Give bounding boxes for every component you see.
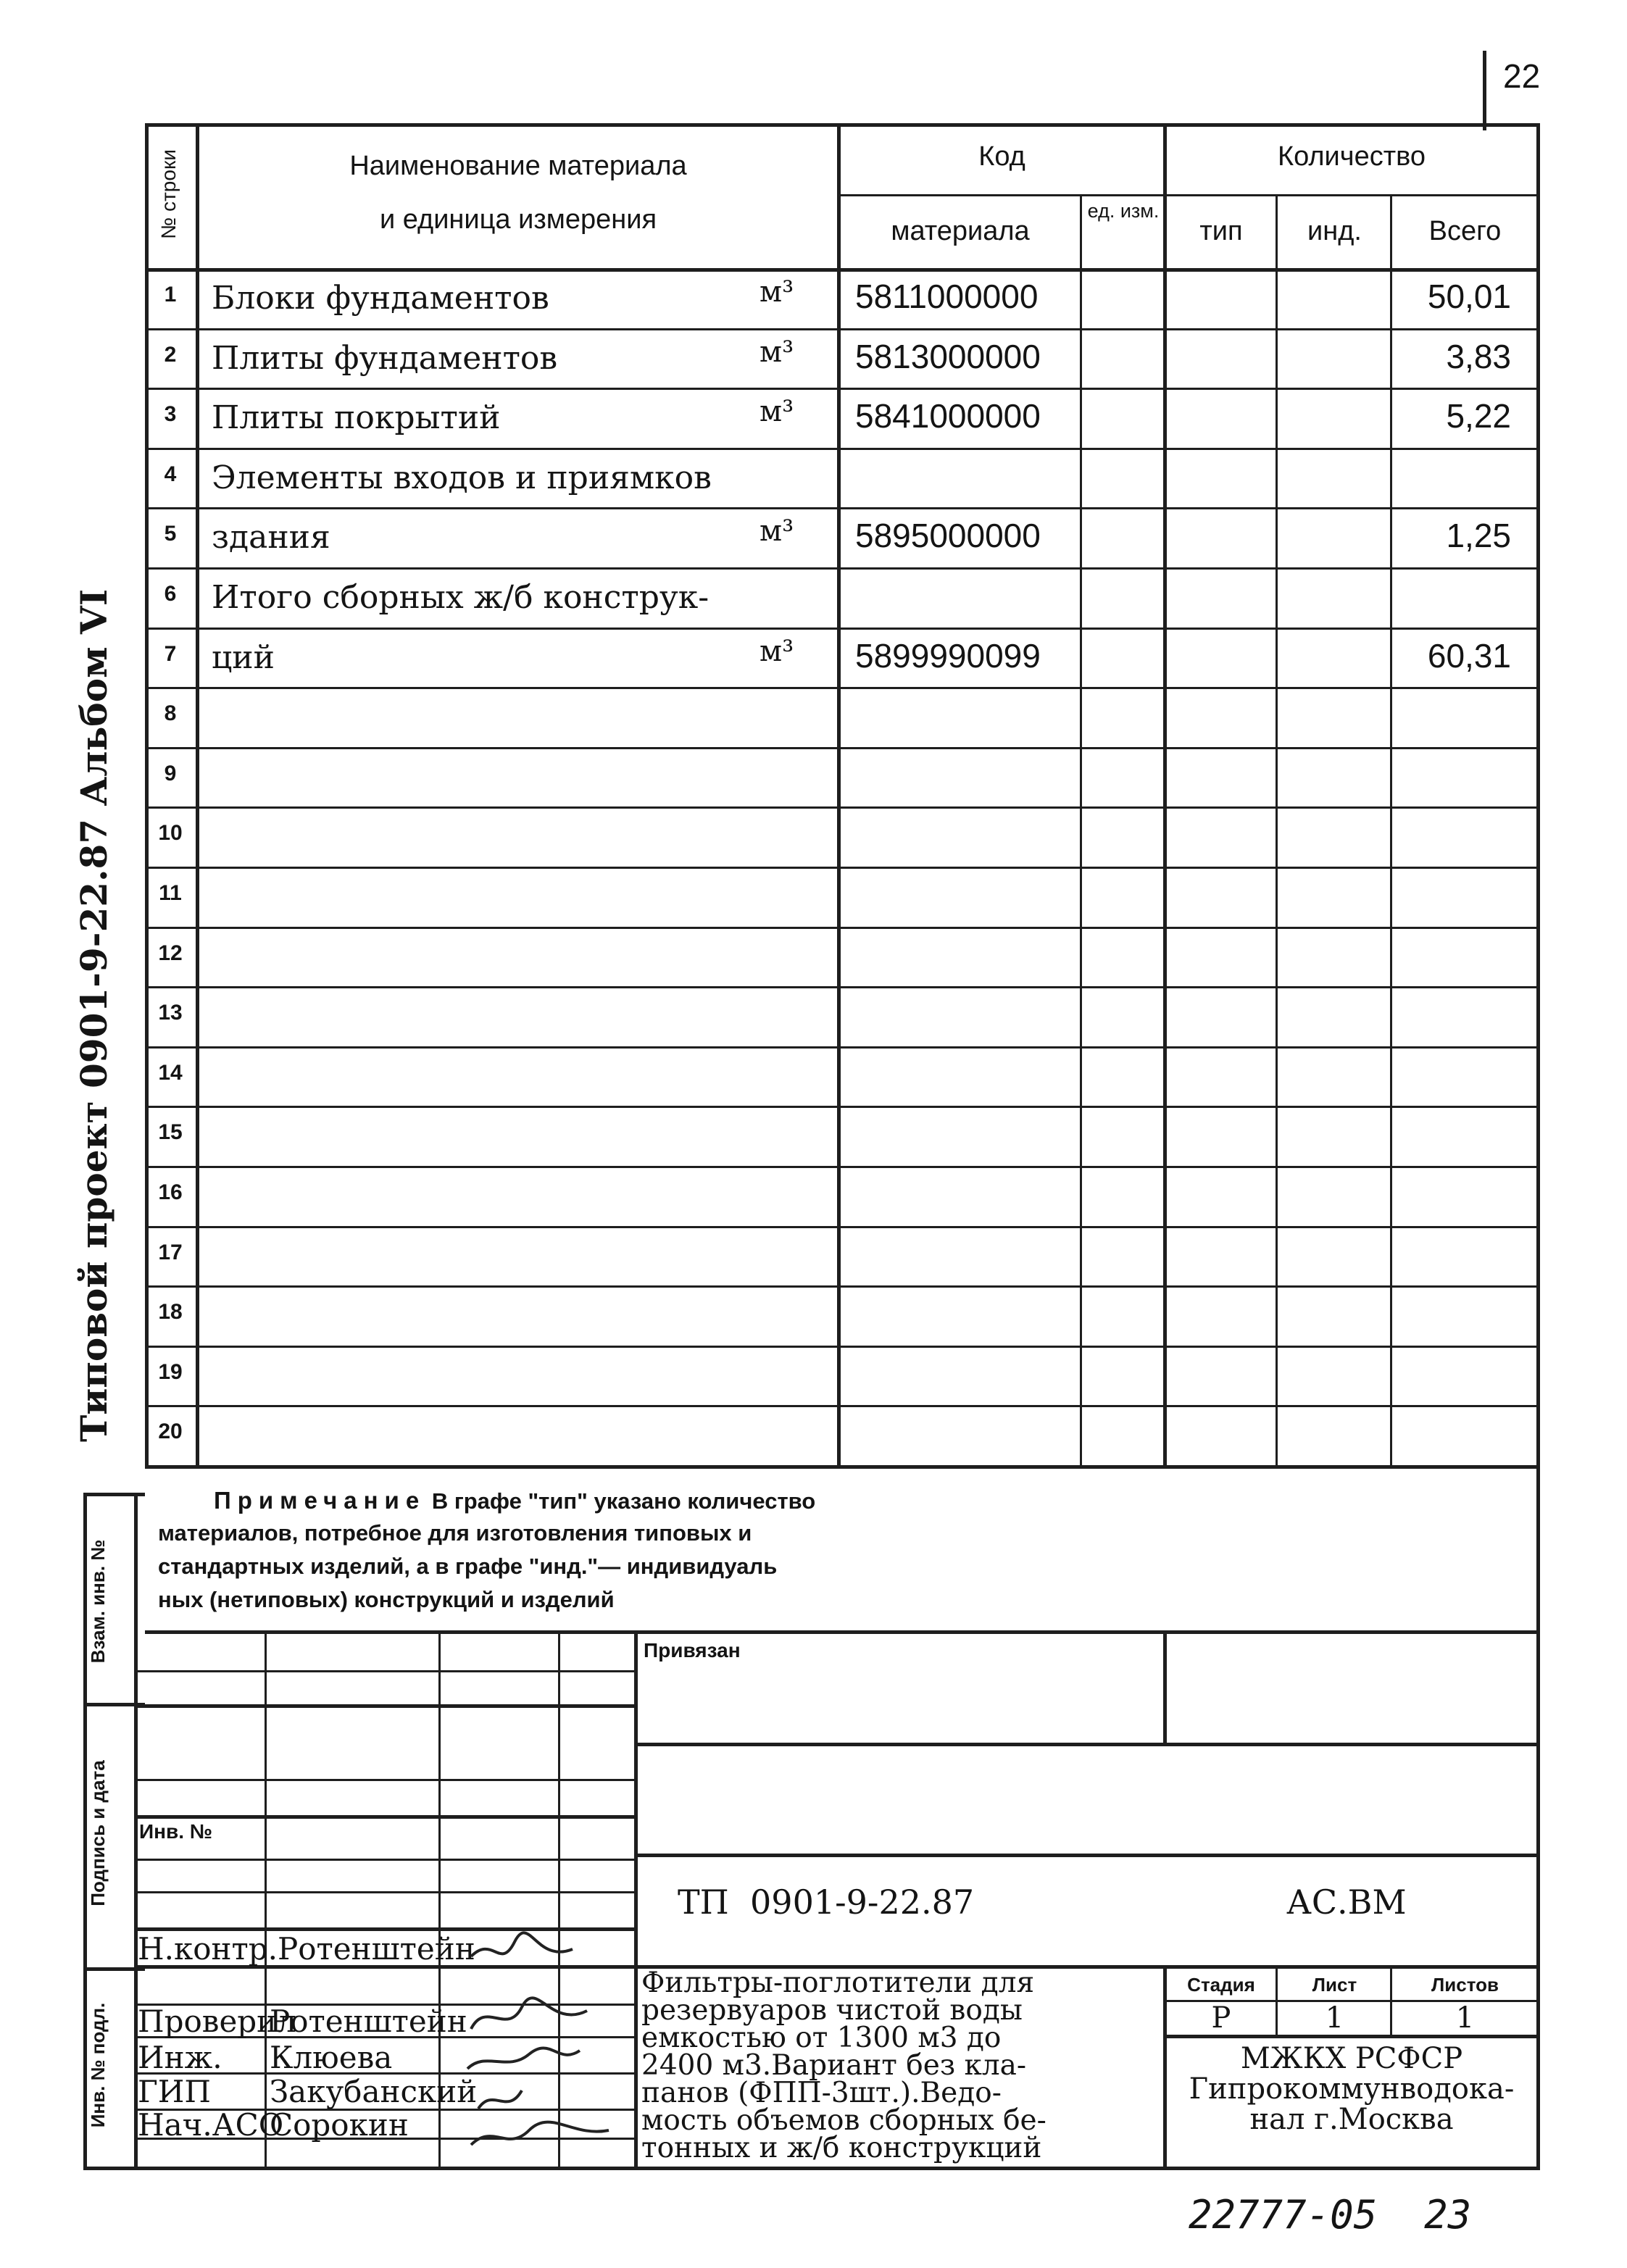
row-number: 20 [158,1419,183,1444]
material-name: Блоки фундаментов [212,280,549,317]
row-number: 15 [158,1120,183,1145]
org-line3: нал г.Москва [1249,2103,1454,2136]
title-line: 2400 м3.Вариант без кла- [641,2049,1027,2082]
unit-of-measure: м³ [760,335,794,369]
col-sep-ind [1390,194,1392,1467]
header-quantity: Количество [1277,141,1426,172]
header-code: Код [978,141,1025,172]
header-name-line1: Наименование материала [349,151,687,181]
unit-of-measure: м³ [760,395,794,429]
material-name: ций [212,638,275,676]
signer-name: Ротенштейн [277,1931,475,1967]
side-project-label: Типовой проект 0901-9-22.87 Альбом VI [72,588,115,1442]
title-line: мость объемов сборных бе- [641,2104,1046,2137]
row-number: 7 [164,641,177,666]
sheet-value: 1 [1325,2001,1344,2035]
col-sep-num [196,123,199,1467]
row-divider [145,628,1536,630]
row-divider [145,1106,1536,1108]
row-number: 18 [158,1300,183,1325]
header-name-line2: и единица измерения [379,204,657,235]
header-subdivider [837,194,1536,196]
row-divider [145,567,1536,570]
header-qty-total: Всего [1428,216,1502,246]
row-number: 4 [164,462,177,486]
unit-of-measure: м³ [760,514,794,549]
signer-name-nach: Сорокин [270,2107,409,2143]
row-number: 19 [158,1359,183,1384]
privyazan-label: Привязан [644,1639,741,1662]
inv-no-label: Инв. № [139,1820,213,1843]
note-line1 [214,1487,815,1514]
row-number: 14 [158,1060,183,1085]
material-code: 5813000000 [855,337,1041,375]
signer-name-proveril: Ротенштейн [270,2004,467,2039]
title-line: тонных и ж/б конструкций [641,2132,1042,2164]
org-line1: МЖКХ РСФСР [1240,2042,1463,2075]
row-divider [145,687,1536,689]
col-sep-name [837,123,841,1467]
row-divider [145,1046,1536,1048]
row-divider [145,1285,1536,1288]
row-divider [145,507,1536,509]
header-qty-ind: инд. [1307,216,1362,246]
stamp-bottom-border [83,2167,1540,2170]
row-number: 13 [158,1001,183,1025]
margin-label-podpis: Подпись и дата [87,1760,109,1906]
sheet-label: Лист [1312,1974,1357,1996]
footer-code: 22777-05 23 [1189,2192,1472,2238]
tb-col-1 [265,1630,267,2167]
header-bottom [145,268,1540,272]
col-sep-unit [1163,123,1167,1467]
title-line: Фильтры-поглотители для [641,1967,1035,1999]
row-divider [145,448,1536,450]
row-divider [145,867,1536,869]
stage-value: Р [1211,2001,1231,2035]
signer-role-proveril: Проверил [138,2004,296,2039]
row-divider [145,1346,1536,1348]
row-number: 16 [158,1180,183,1204]
header-row-number: № строки [157,149,180,239]
material-name: Плиты фундаментов [212,339,558,377]
row-number: 3 [164,402,177,427]
quantity-total: 60,31 [1427,636,1511,675]
row-number: 2 [164,342,177,367]
row-divider [145,927,1536,929]
material-code: 5899990099 [855,636,1041,675]
unit-of-measure: м³ [760,275,794,309]
row-divider [145,388,1536,390]
table-bottom-border [145,1465,1540,1469]
quantity-total: 50,01 [1427,278,1511,315]
unit-of-measure: м³ [760,634,794,668]
row-number: 10 [158,821,183,846]
row-number: 9 [164,761,177,785]
material-code: 5811000000 [855,278,1039,315]
margin-label-vzam: Взам. инв. № [87,1539,109,1664]
row-divider [145,328,1536,330]
sheets-value: 1 [1455,2001,1475,2035]
page-number: 22 [1503,57,1541,95]
page-number-rule [1483,51,1486,130]
tb-line-f [634,1854,1540,1857]
col-sep-code [1080,194,1082,1467]
document-title [641,1969,1163,2162]
row-number: 12 [158,941,183,965]
row-divider [145,986,1536,988]
signer-role: Н.контр. [138,1931,278,1967]
material-code: 5895000000 [855,517,1041,555]
title-line: емкостью от 1300 м3 до [641,2022,1002,2054]
col-sep-type [1276,194,1278,1467]
row-number: 6 [164,582,177,606]
signer-role-nach: Нач.АСО [138,2107,284,2143]
signer-name-gip: Закубанский [270,2074,478,2109]
table-top-border [145,123,1540,127]
row-divider [145,806,1536,809]
table-left-border [145,123,149,1467]
signer-role-gip: ГИП [138,2074,212,2109]
signer-nkontr [138,1931,475,1967]
doc-code: ТП 0901-9-22.87 [678,1883,975,1922]
note-heading: Примечание [214,1487,426,1514]
tb-col-8 [1390,1965,1392,2035]
header-code-unit: ед. изм. [1087,200,1160,222]
row-number: 8 [164,701,177,726]
note-bottom-border [145,1630,1540,1634]
row-number: 1 [164,283,177,307]
tb-line-n [1163,2035,1540,2038]
header-code-material: материала [891,216,1030,246]
quantity-total: 1,25 [1446,517,1511,555]
signer-role-inzh: Инж. [138,2040,222,2075]
tb-col-7 [1276,1965,1278,2035]
material-name: Итого сборных ж/б конструк- [212,579,710,616]
row-divider [145,1166,1536,1168]
note-text1: В графе "тип" указано количество [431,1488,816,1514]
row-divider [145,1405,1536,1407]
row-divider [145,747,1536,749]
quantity-total: 5,22 [1446,397,1511,435]
quantity-total: 3,83 [1446,337,1511,375]
material-code: 5841000000 [855,397,1041,435]
handwritten-signatures [464,1927,623,2167]
header-qty-type: тип [1199,216,1243,246]
title-line: панов (ФПП-3шт.).Ведо- [641,2077,1002,2109]
note-line4: ных (нетиповых) конструкций и изделий [158,1587,615,1612]
signer-name-inzh: Клюева [270,2040,393,2075]
table-right-border [1536,123,1540,2167]
material-name: здания [212,519,330,556]
tb-line-c [634,1743,1540,1746]
row-number: 5 [164,522,177,546]
note-line2: материалов, потребное для изготовления типовых и [158,1520,752,1546]
margin-label-inv-podl: Инв. № подл. [87,2002,109,2128]
title-line: резервуаров чистой воды [641,1994,1023,2027]
sheets-label: Листов [1431,1974,1499,1996]
org-line2: Гипрокоммунводока- [1189,2072,1515,2106]
doc-mark: АС.ВМ [1286,1883,1407,1922]
tb-col-4 [634,1630,638,2167]
stage-label: Стадия [1187,1974,1255,1996]
note-line3: стандартных изделий, а в графе "инд."— индивидуаль [158,1554,778,1579]
row-number: 11 [159,881,182,905]
tb-col-5 [1163,1630,1167,1743]
row-divider [145,1226,1536,1228]
material-name: Элементы входов и приямков [212,459,712,496]
row-number: 17 [158,1240,183,1264]
material-name: Плиты покрытий [212,399,501,437]
